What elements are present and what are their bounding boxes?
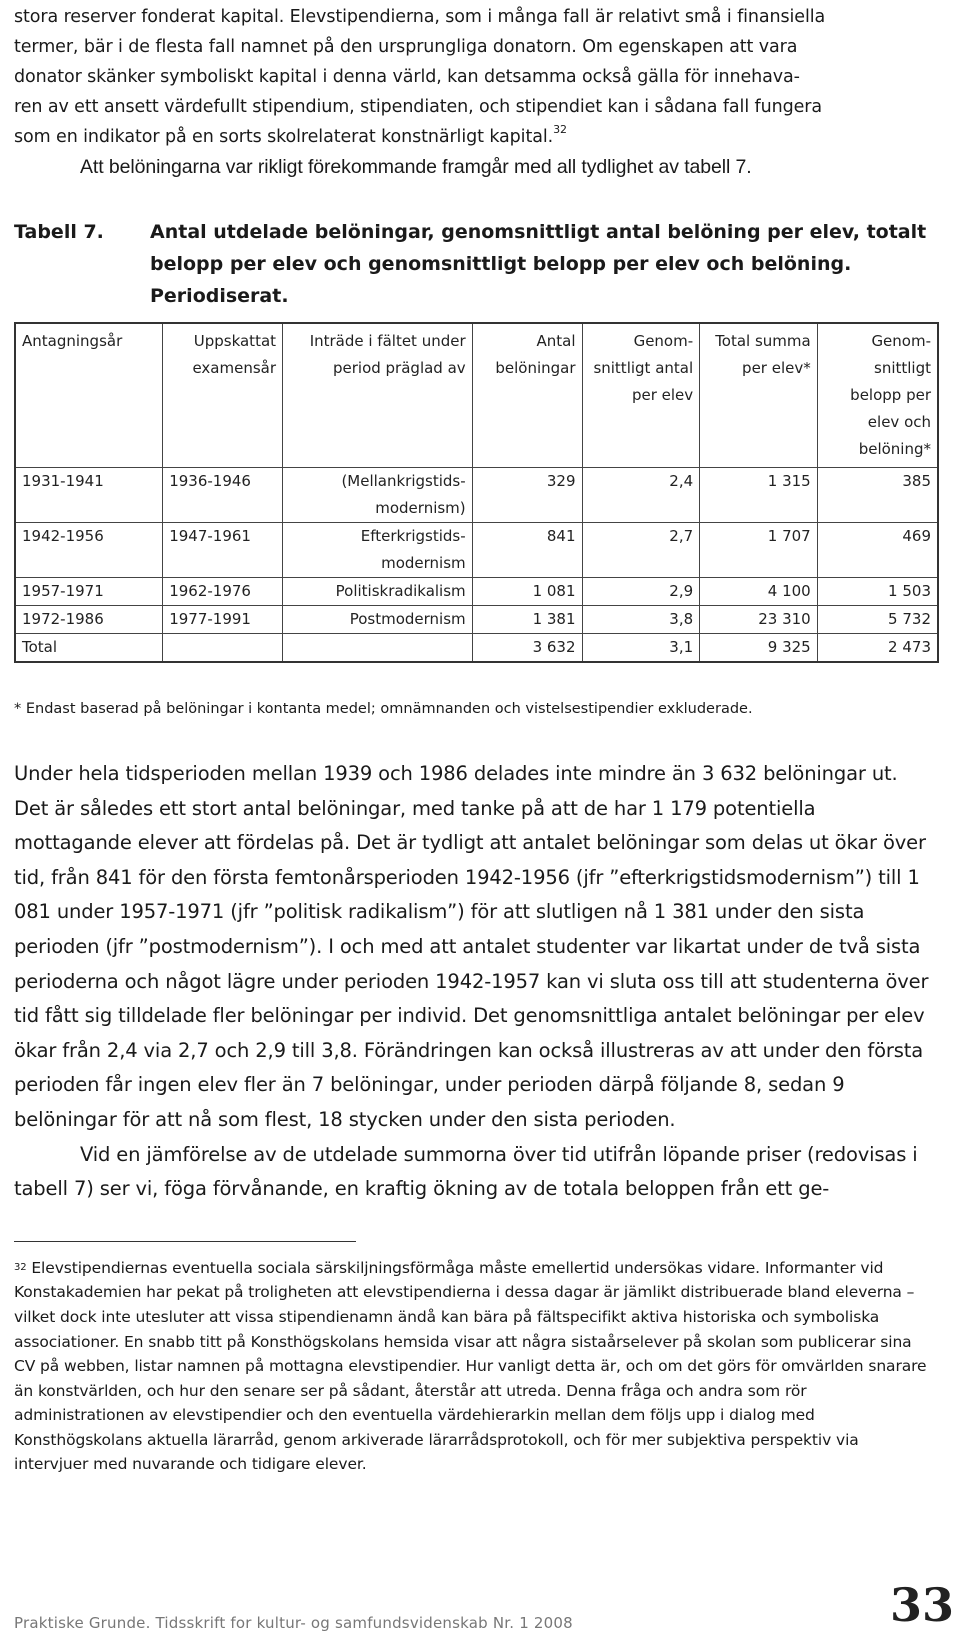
table-cell: 1 381 (472, 606, 582, 634)
table-cell: 1936-1946 (163, 468, 283, 523)
table-cell: Total (15, 634, 163, 663)
text-line-content: som en indikator på en sorts skolrelaterat konstnärligt kapital. (14, 127, 554, 147)
table-cell: 1 315 (700, 468, 818, 523)
table-note: * Endast baserad på belöningar i kontanta medel; omnämnanden och vistelsestipendier exkluderade. (14, 701, 753, 717)
table-cell (283, 634, 473, 663)
table-cell: 1977-1991 (163, 606, 283, 634)
table-cell: 3,8 (582, 606, 700, 634)
text-line (14, 122, 932, 152)
table-cell: 1957-1971 (15, 578, 163, 606)
table-cell: 5 732 (817, 606, 938, 634)
table-cell: 329 (472, 468, 582, 523)
footnote-number: 32 (14, 1261, 27, 1273)
table-cell: Postmodernism (283, 606, 473, 634)
footnote (14, 1256, 932, 1477)
rewards-table (14, 322, 939, 663)
table-cell: 1931-1941 (15, 468, 163, 523)
table-row (15, 523, 938, 578)
table-total-row (15, 634, 938, 663)
table-caption-label: Tabell 7. (14, 221, 104, 243)
page-number: 33 (889, 1578, 954, 1632)
table-row (15, 468, 938, 523)
table-cell: (Mellankrigstids-modernism) (283, 468, 473, 523)
table-cell: 4 100 (700, 578, 818, 606)
table-cell: 385 (817, 468, 938, 523)
column-header: Uppskattat examensår (163, 323, 283, 468)
table-cell: 2,7 (582, 523, 700, 578)
table-cell: Politiskradikalism (283, 578, 473, 606)
table-cell: 841 (472, 523, 582, 578)
table-header-row (15, 323, 938, 468)
table-cell: 1962-1976 (163, 578, 283, 606)
page-footer (14, 1578, 954, 1638)
table-cell (163, 634, 283, 663)
column-header: Genom-snittligt belopp per elev och belöning* (817, 323, 938, 468)
column-header: Inträde i fältet under period präglad av (283, 323, 473, 468)
table-caption-text: Antal utdelade belöningar, genomsnittligt antal belöning per elev, totalt belopp per elev och genomsnittligt belopp per elev och belöning. Periodiserat. (150, 221, 927, 307)
column-header: Antal belöningar (472, 323, 582, 468)
table-cell: 1972-1986 (15, 606, 163, 634)
column-header: Antagningsår (15, 323, 163, 468)
table-cell: 3,1 (582, 634, 700, 663)
table-cell: 2,9 (582, 578, 700, 606)
text-line: ren av ett ansett värdefullt stipendium, stipendiaten, och stipendiet kan i sådana fall fungera (14, 97, 822, 117)
footnote-reference: 32 (553, 123, 567, 136)
footnote-text: Elevstipendiernas eventuella sociala särskiljningsförmåga måste emellertid undersökas vidare. Informanter vid Konstakademien har pekat på troligheten att elevstipendierna i dessa dagar är jämlikt distribuerade bland eleverna – vilket dock inte utesluter att vissa stipendienamn ändå kan bära på fältspecifikt aktiva historiska och symboliska associationer. En snabb titt på Konsthögskolans hemsida visar att några sistaårselever på skolan som publicerar sina CV på webben, listar namnen på mottagna elevstipendier. Hur vanligt detta är, och om det görs för omvärlden snarare än konstvärlden, och hur den senare ser på sådant, återstår att utreda. Denna fråga och andra som rör administrationen av elevstipendier och den eventuella värdehierarkin mellan dem följs upp i dialog med Konsthögskolans aktuella lärarråd, genom arkiverade lärarrådsprotokoll, och för mer subjektiva perspektiv via intervjuer med nuvarande och tidigare elever. (14, 1258, 927, 1474)
table-cell: 1947-1961 (163, 523, 283, 578)
text-line: termer, bär i de flesta fall namnet på den ursprungliga donatorn. Om egenskapen att vara (14, 37, 798, 57)
table-intro-line: Att belöningarna var rikligt förekommande framgår med all tydlighet av tabell 7. (80, 156, 752, 178)
table-cell: Efterkrigstids-modernism (283, 523, 473, 578)
column-header: Genom-snittligt antal per elev (582, 323, 700, 468)
table-cell: 1 503 (817, 578, 938, 606)
body-text (14, 757, 932, 1207)
text-line: donator skänker symboliskt kapital i denna värld, kan detsamma också gälla för innehava- (14, 67, 800, 87)
table-cell: 1 081 (472, 578, 582, 606)
table-cell: 2,4 (582, 468, 700, 523)
table-cell: 9 325 (700, 634, 818, 663)
table-cell: 3 632 (472, 634, 582, 663)
table-caption (14, 216, 932, 312)
column-header: Total summa per elev* (700, 323, 818, 468)
table-cell: 1942-1956 (15, 523, 163, 578)
page (14, 0, 932, 1477)
footnote-divider (14, 1241, 356, 1242)
text-line: stora reserver fonderat kapital. Elevstipendierna, som i många fall är relativt små i finansiella (14, 7, 826, 27)
table-cell: 23 310 (700, 606, 818, 634)
table-cell: 1 707 (700, 523, 818, 578)
opening-paragraph (14, 2, 932, 182)
body-paragraph: Under hela tidsperioden mellan 1939 och 1986 delades inte mindre än 3 632 belöningar ut. Det är således ett stort antal belöningar, med tanke på att de har 1 179 potentiella mottagande elever att fördelas på. Det är tydligt att antalet belöningar som delas ut ökar över tid, från 841 för den första femtonårsperioden 1942-1956 (jfr ”efterkrigstidsmodernism”) till 1 081 under 1957-1971 (jfr ”politisk radikalism”) för att slutligen nå 1 381 under den sista perioden (jfr ”postmodernism”). I och med att antalet studenter var likartat under de två sista perioderna och något lägre under perioden 1942-1957 kan vi sluta oss till att studenterna över tid fått sig tilldelade fler belöningar per individ. Det genomsnittliga antalet belöningar per elev ökar från 2,4 via 2,7 och 2,9 till 3,8. Förändringen kan också illustreras av att under den första perioden får ingen elev fler än 7 belöningar, under perioden därpå följande 8, sedan 9 belöningar för att nå som flest, 18 stycken under den sista perioden. (14, 762, 929, 1131)
table-row (15, 578, 938, 606)
body-paragraph: Vid en jämförelse av de utdelade summorna över tid utifrån löpande priser (redovisas i tabell 7) ser vi, föga förvånande, en kraftig ökning av de totala beloppen från ett ge- (14, 1142, 918, 1201)
table-row (15, 606, 938, 634)
journal-title: Praktiske Grunde. Tidsskrift for kultur- og samfundsvidenskab Nr. 1 2008 (14, 1614, 573, 1632)
table-cell: 2 473 (817, 634, 938, 663)
table-cell: 469 (817, 523, 938, 578)
